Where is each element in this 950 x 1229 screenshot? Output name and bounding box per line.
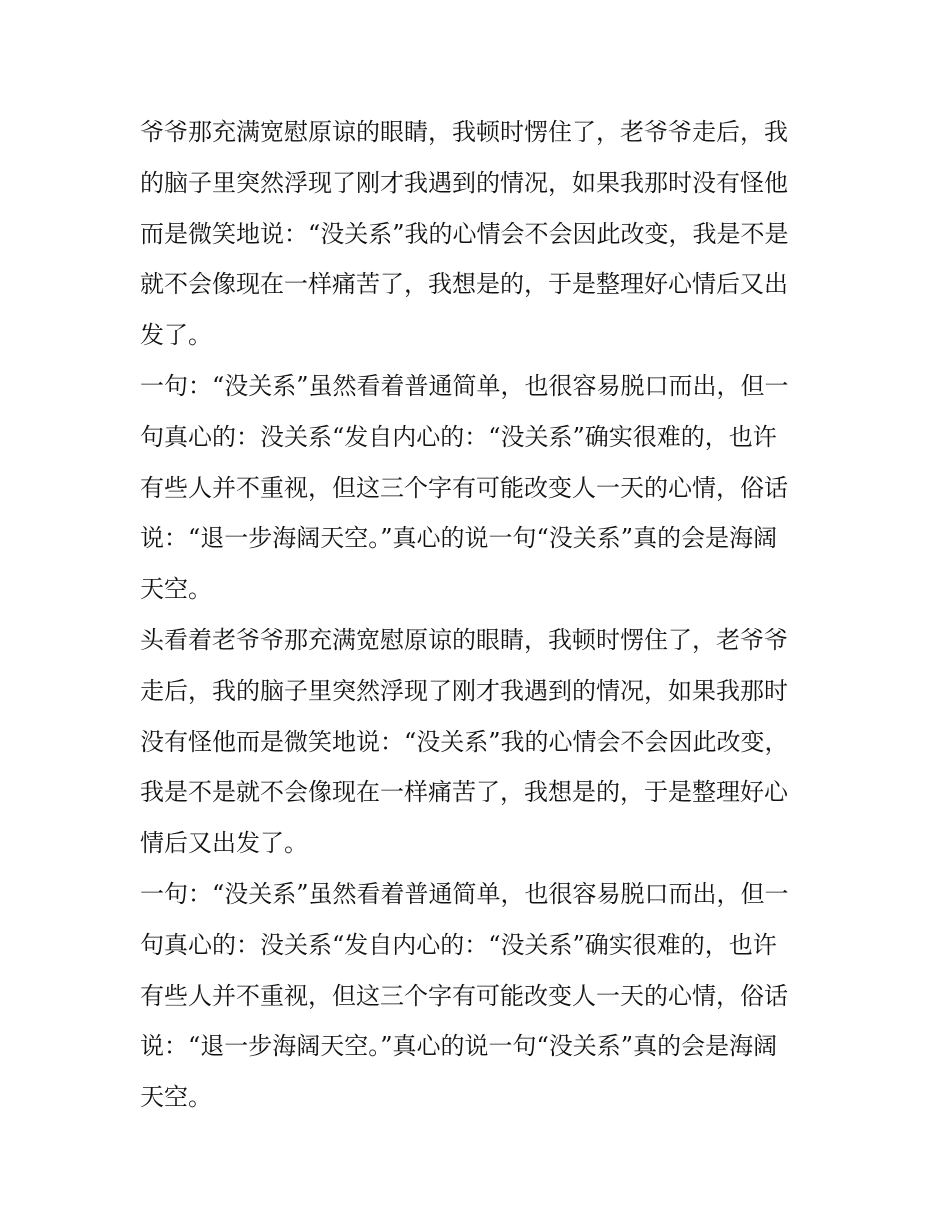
text-line: 句真心的：没关系“发自内心的：“没关系”确实很难的，也许: [140, 422, 777, 451]
text-line: 爷爷那充满宽慰原谅的眼睛，我顿时愣住了，老爷爷走后，我: [140, 118, 788, 146]
text-line: 没有怪他而是微笑地说：“没关系”我的心情会不会因此改变，: [140, 727, 789, 756]
text-line: 说：“退一步海阔天空。”真心的说一句“没关系”真的会是海阔: [140, 524, 778, 553]
text-line: 天空。: [140, 1083, 212, 1112]
text-line: 天空。: [140, 575, 212, 604]
text-line: 发了。: [140, 321, 212, 350]
text-line: 就不会像现在一样痛苦了，我想是的，于是整理好心情后又出: [140, 270, 788, 299]
text-line: 头看着老爷爷那充满宽慰原谅的眼睛，我顿时愣住了，老爷爷: [140, 625, 788, 654]
text-line: 一句：“没关系”虽然看着普通简单，也很容易脱口而出，但一: [140, 371, 789, 400]
text-line: 说：“退一步海阔天空。”真心的说一句“没关系”真的会是海阔: [140, 1032, 778, 1061]
text-line: 有些人并不重视，但这三个字有可能改变人一天的心情，俗话: [140, 981, 788, 1010]
text-line: 的脑子里突然浮现了刚才我遇到的情况，如果我那时没有怪他: [140, 168, 788, 197]
text-line: 有些人并不重视，但这三个字有可能改变人一天的心情，俗话: [140, 473, 788, 502]
text-line: 走后，我的脑子里突然浮现了刚才我遇到的情况，如果我那时: [140, 676, 788, 705]
document-body: [140, 107, 812, 1123]
text-line: 情后又出发了。: [140, 829, 308, 858]
text-line: 一句：“没关系”虽然看着普通简单，也很容易脱口而出，但一: [140, 879, 789, 908]
text-line: 我是不是就不会像现在一样痛苦了，我想是的，于是整理好心: [140, 778, 788, 807]
text-line: 句真心的：没关系“发自内心的：“没关系”确实很难的，也许: [140, 930, 777, 959]
text-line: 而是微笑地说：“没关系”我的心情会不会因此改变，我是不是: [140, 219, 789, 248]
